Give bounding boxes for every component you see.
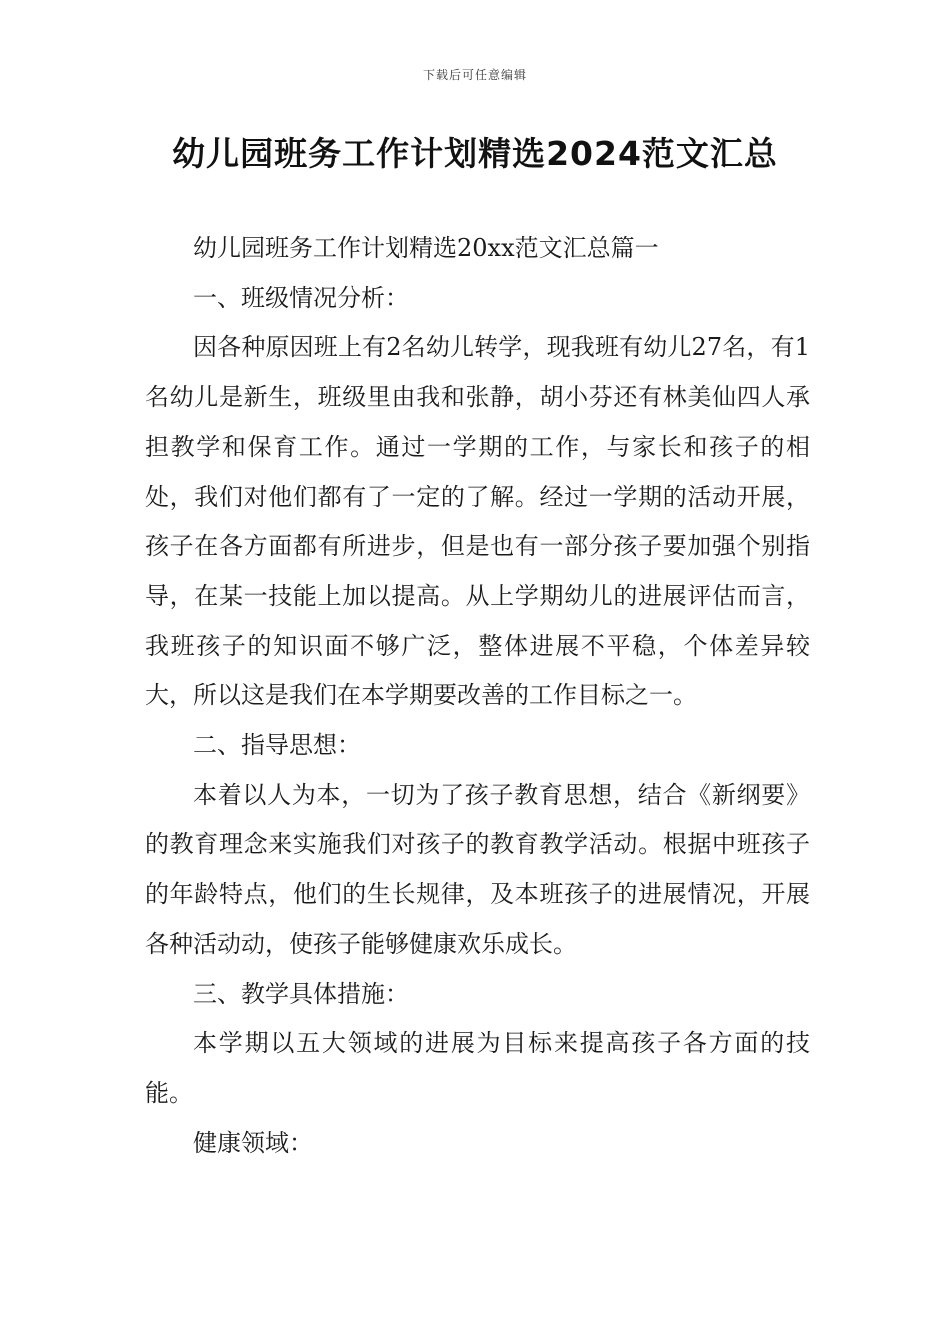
- heading-health-domain: 健康领域：: [193, 1128, 313, 1157]
- header-note: 下载后可任意编辑: [422, 68, 527, 82]
- paragraph-guiding-ideology: 本着以人为本，一切为了孩子教育思想，结合《新纲要》的教育理念来实施我们对孩子的教育教学活动。根据中班孩子的年龄特点，他们的生长规律，及本班孩子的进展情况，开展各种活动动，使孩子能够健康欢乐成长。: [145, 780, 810, 958]
- section-heading-part-one: 幼儿园班务工作计划精选20xx范文汇总篇一: [193, 234, 659, 262]
- paragraph-teaching-measures: 本学期以五大领域的进展为目标来提高孩子各方面的技能。: [145, 1029, 810, 1107]
- heading-teaching-measures: 三、教学具体措施：: [193, 979, 409, 1008]
- document-body: [145, 224, 810, 1168]
- paragraph-class-analysis: 因各种原因班上有2名幼儿转学，现我班有幼儿27名，有1名幼儿是新生，班级里由我和张静，胡小芬还有林美仙四人承担教学和保育工作。通过一学期的工作，与家长和孩子的相处，我们对他们都有了一定的了解。经过一学期的活动开展，孩子在各方面都有所进步，但是也有一部分孩子要加强个别指导，在某一技能上加以提高。从上学期幼儿的进展评估而言，我班孩子的知识面不够广泛，整体进展不平稳，个体差异较大，所以这是我们在本学期要改善的工作目标之一。: [145, 333, 810, 710]
- document-title: 幼儿园班务工作计划精选2024范文汇总: [172, 134, 778, 173]
- heading-guiding-ideology: 二、指导思想：: [193, 731, 361, 760]
- heading-class-analysis: 一、班级情况分析：: [193, 283, 409, 312]
